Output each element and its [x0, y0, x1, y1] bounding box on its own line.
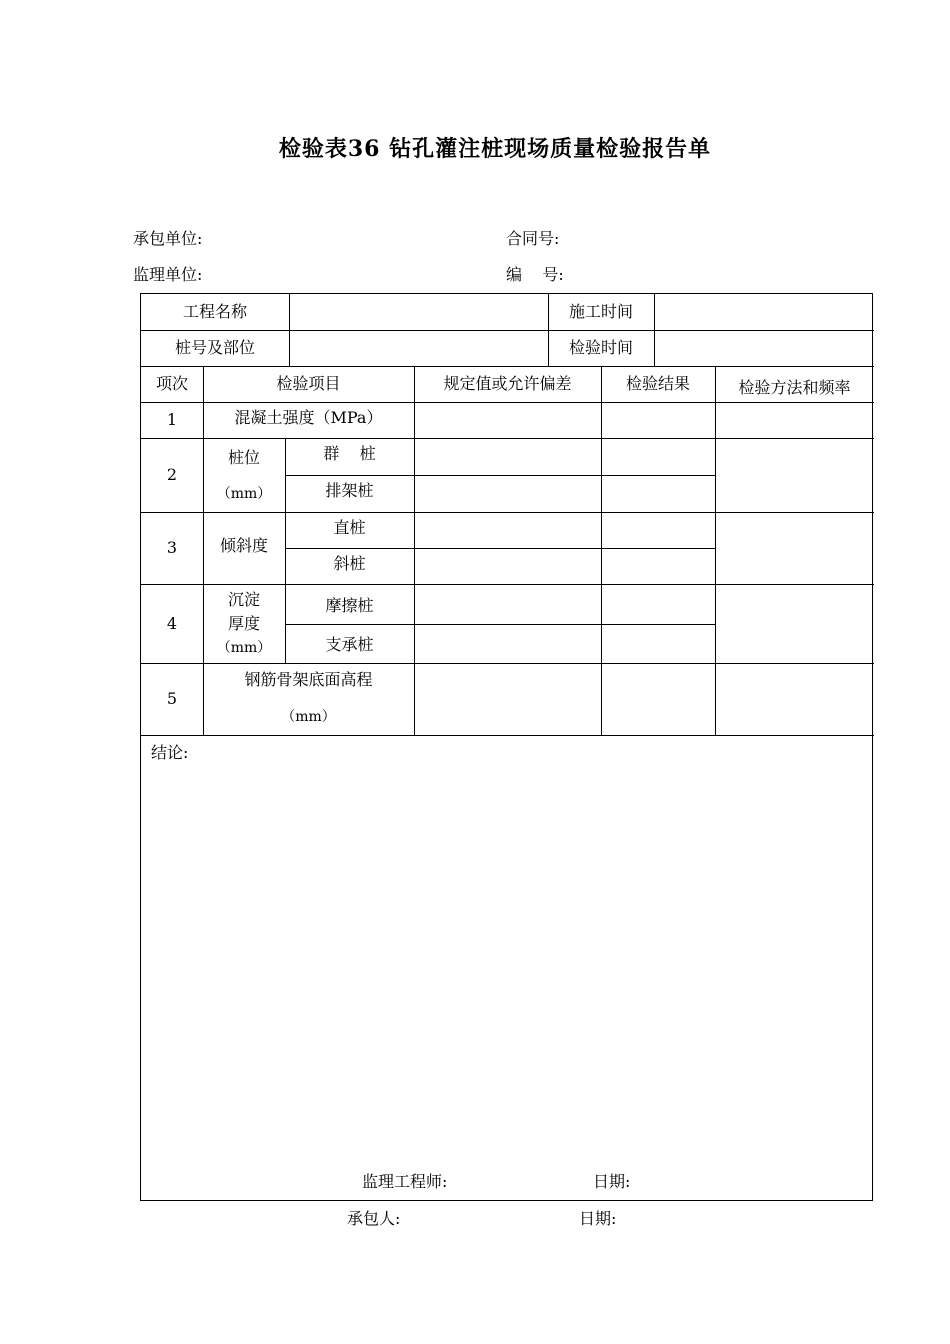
- contractor-label: 承包单位:: [133, 229, 203, 248]
- conclusion-area[interactable]: [141, 736, 872, 1200]
- serial-no-label: 编 号:: [506, 265, 564, 284]
- inspection-time-label: 检验时间: [568, 338, 633, 357]
- row-3-index: 3: [166, 538, 178, 557]
- col-spec-header: 规定值或允许偏差: [443, 374, 572, 393]
- col-index-header: 项次: [155, 374, 188, 393]
- construction-time-label: 施工时间: [568, 302, 633, 321]
- engineer-label: 监理工程师:: [362, 1172, 448, 1191]
- row-1-index: 1: [166, 410, 178, 429]
- row-5-item: 钢筋骨架底面高程: [244, 670, 373, 689]
- row-1-item: 混凝土强度（MPa）: [234, 408, 383, 427]
- construction-time-value[interactable]: [654, 294, 874, 330]
- row-3-item: 倾斜度: [219, 536, 268, 555]
- contract-no-label: 合同号:: [506, 229, 560, 248]
- row-4-unit: （mm）: [216, 640, 272, 656]
- col-result-header: 检验结果: [625, 374, 690, 393]
- project-name-value[interactable]: [289, 294, 548, 330]
- pile-location-value[interactable]: [289, 330, 548, 366]
- row-2-sub-bent-piles: 排架桩: [325, 481, 374, 500]
- row-4-item-line2: 厚度: [227, 614, 260, 633]
- col-item-header: 检验项目: [276, 374, 341, 393]
- project-name-label: 工程名称: [182, 302, 247, 321]
- row-2-index: 2: [166, 465, 178, 484]
- row-3-sub-vertical-pile: 直桩: [333, 518, 366, 537]
- row-2-unit: （mm）: [216, 486, 272, 502]
- pile-location-label: 桩号及部位: [174, 338, 255, 357]
- inspection-form: [140, 293, 873, 1201]
- row-4-sub-end-bearing-pile: 支承桩: [325, 635, 374, 654]
- conclusion-label: 结论:: [151, 743, 189, 762]
- row-5-unit: （mm）: [281, 709, 336, 725]
- engineer-date-label: 日期:: [593, 1172, 631, 1191]
- col-method-header: 检验方法和频率: [738, 378, 851, 397]
- row-4-item-line1: 沉淀: [227, 590, 260, 609]
- row-4-index: 4: [166, 613, 178, 633]
- row-2-item: 桩位: [227, 448, 260, 467]
- supervisor-label: 监理单位:: [133, 265, 203, 284]
- inspection-time-value[interactable]: [654, 330, 874, 366]
- row-2-sub-group-piles: 群 桩: [323, 444, 376, 463]
- page-title: 检验表36 钻孔灌注桩现场质量检验报告单: [278, 136, 712, 162]
- row-5-index: 5: [166, 689, 178, 708]
- footer-date-label: 日期:: [579, 1209, 617, 1228]
- row-4-sub-friction-pile: 摩擦桩: [325, 596, 374, 615]
- footer-contractor-label: 承包人:: [347, 1209, 401, 1228]
- row-3-sub-raked-pile: 斜桩: [333, 554, 366, 573]
